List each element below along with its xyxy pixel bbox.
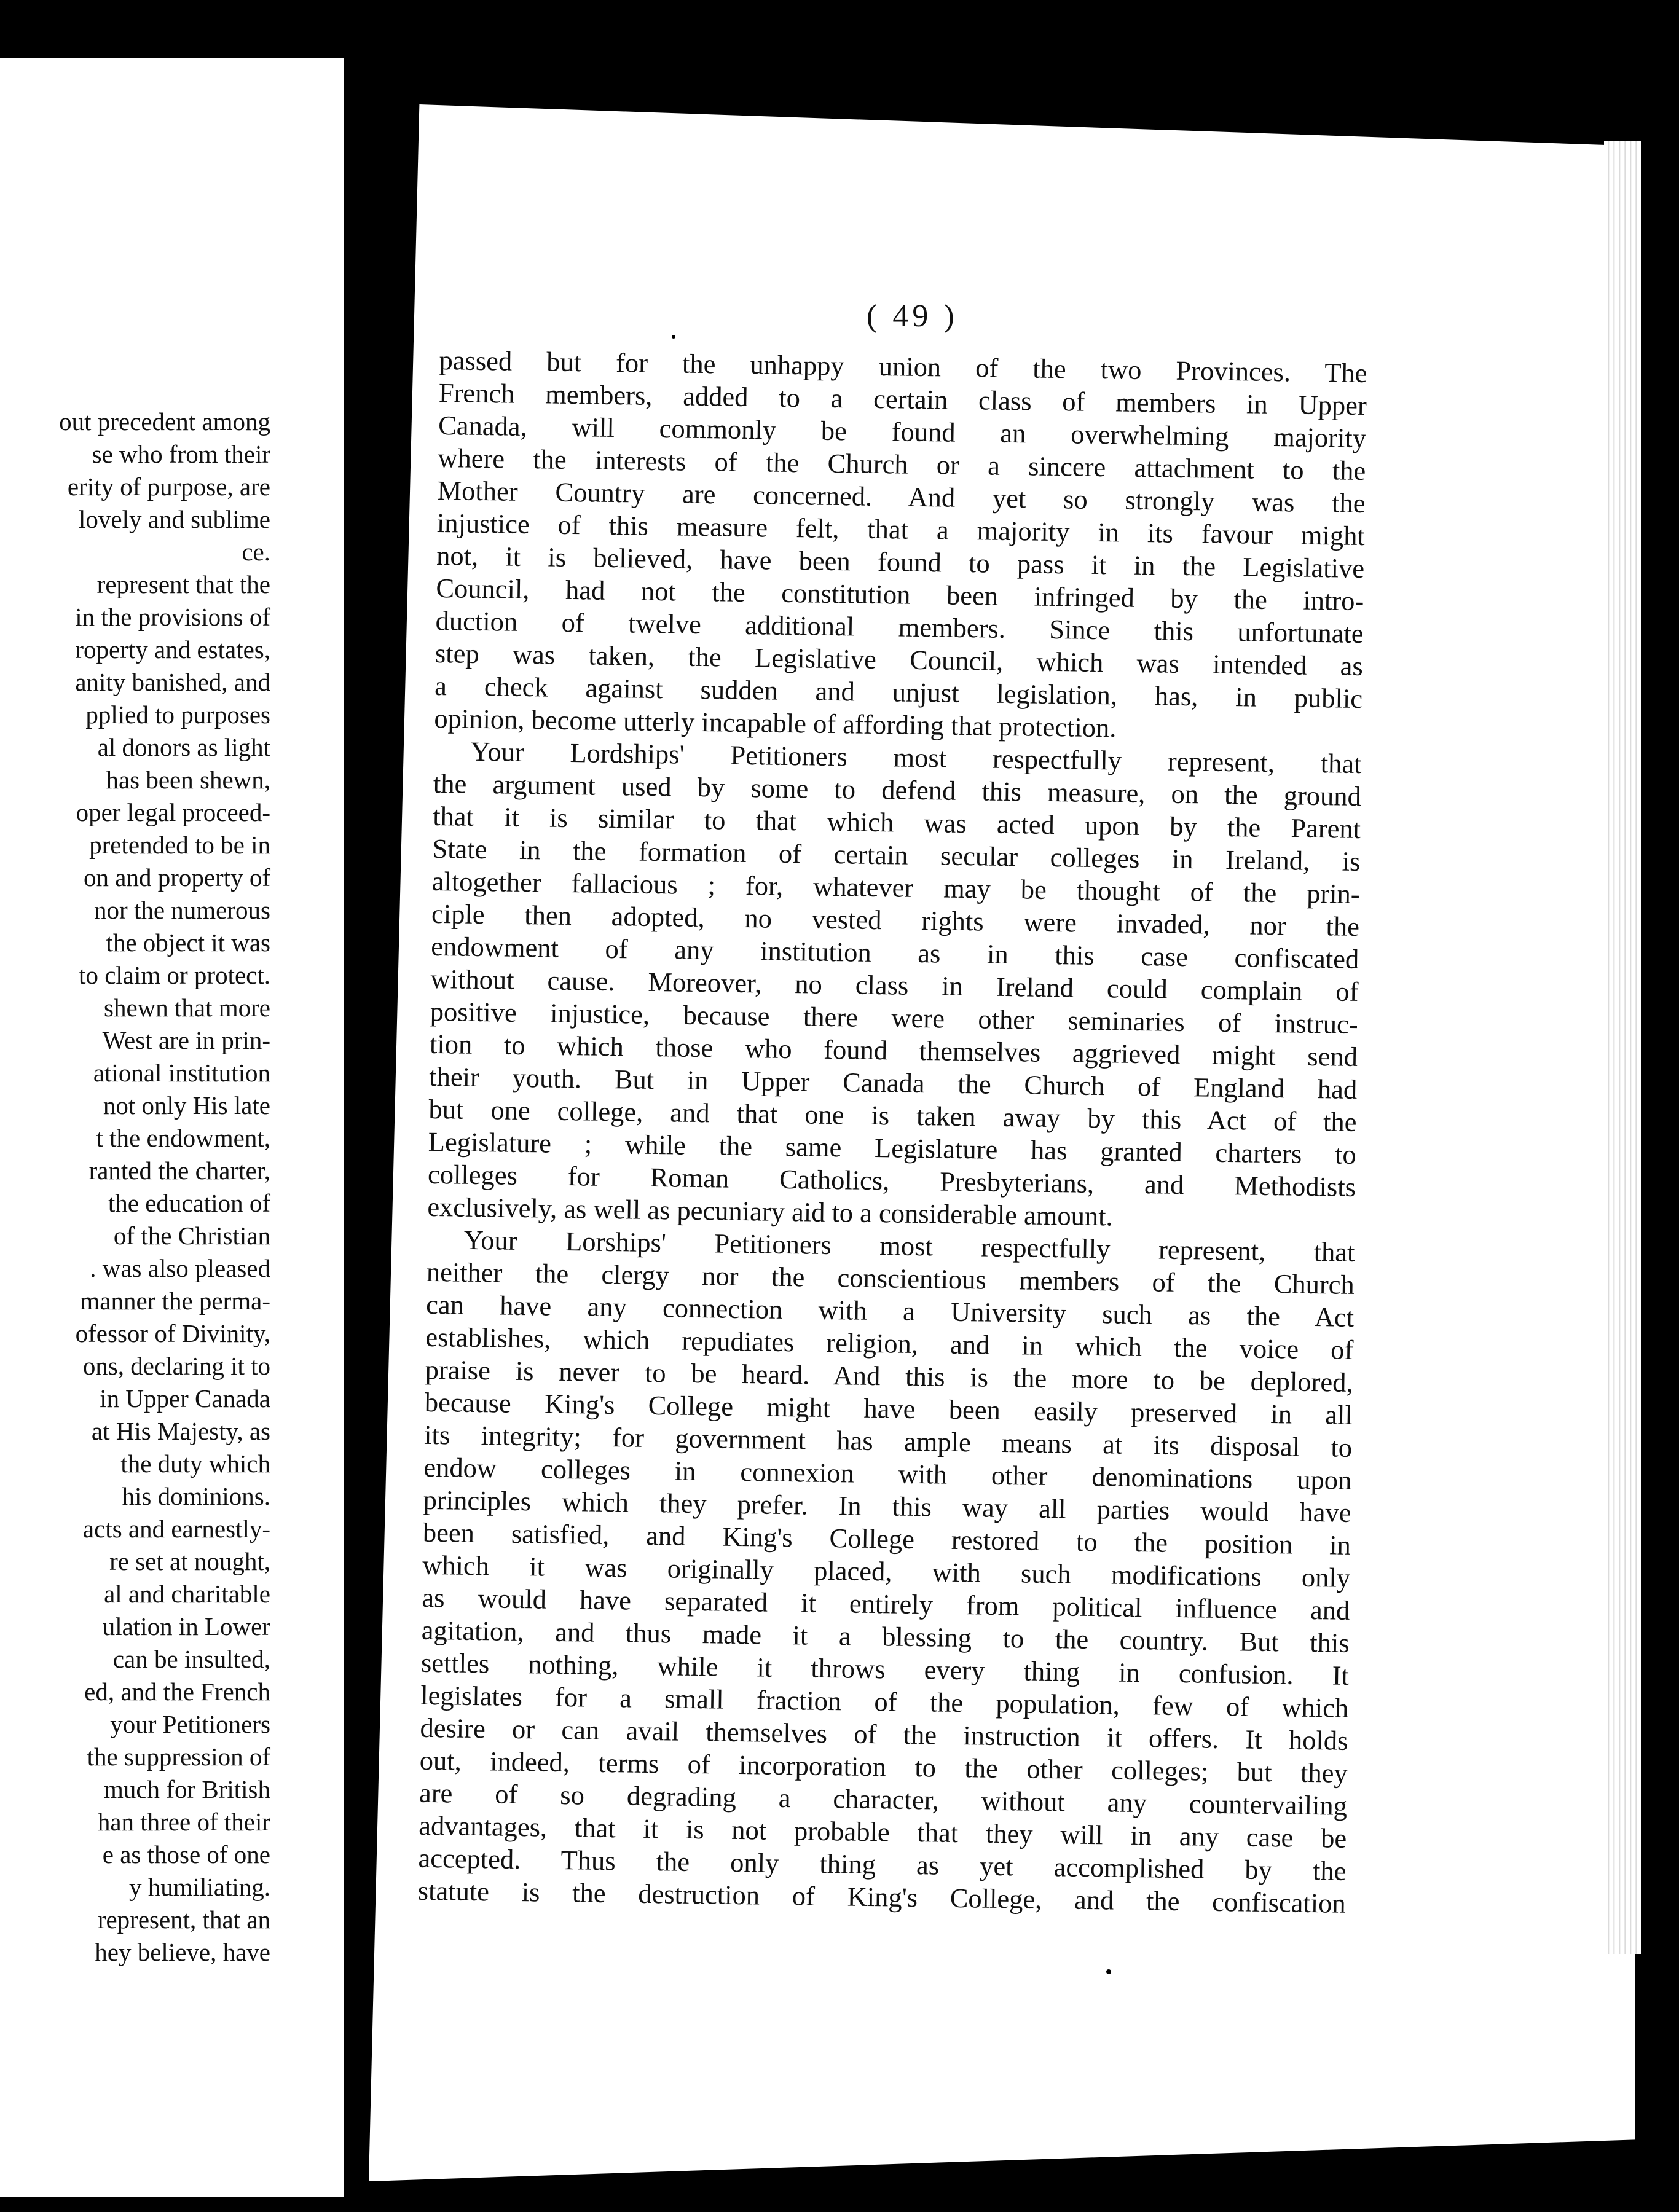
text-line: Mother Country are concerned. And yet so strongly was the — [437, 474, 1366, 519]
left-page-line: out precedent among — [59, 407, 270, 436]
text-line: step was taken, the Legislative Council, which was intended as — [434, 637, 1364, 682]
text-line: positive injustice, because there were other seminaries of instruc- — [430, 995, 1359, 1040]
text-line: Canada, will commonly be found an overwhelming majority — [438, 409, 1367, 454]
left-page-line: anity banished, and — [75, 668, 270, 696]
text-line: where the interests of the Church or a sincere attachment to the — [438, 442, 1366, 487]
text-line: the argument used by some to defend this measure, on the ground — [433, 767, 1362, 812]
left-page-line: ons, declaring it to — [82, 1352, 270, 1380]
text-line: establishes, which repudiates religion, and in which the voice of — [425, 1321, 1354, 1365]
text-line: settles nothing, while it throws every thing in confusion. It — [420, 1647, 1350, 1691]
text-line: duction of twelve additional members. Since this unfortunate — [435, 605, 1364, 649]
text-line: Council, had not the constitution been infringed by the intro- — [436, 572, 1364, 617]
text-line: that it is similar to that which was acted upon by the Parent — [432, 800, 1361, 845]
left-page-line: han three of their — [97, 1808, 270, 1836]
left-page-line: his dominions. — [122, 1482, 270, 1510]
text-line: tion to which those who found themselves aggrieved might send — [429, 1028, 1358, 1072]
left-page-line: manner the perma- — [80, 1287, 270, 1315]
left-page-line: pretended to be in — [89, 831, 270, 859]
text-line: agitation, and thus made it a blessing to the country. But this — [421, 1614, 1350, 1658]
text-line: praise is never to be heard. And this is the more to be deplored, — [425, 1354, 1353, 1398]
text-line: because King's College might have been easily preserved in all — [424, 1386, 1353, 1430]
text-line: accepted. Thus the only thing as yet accomplished by the — [418, 1842, 1347, 1886]
left-page-line: to claim or protect. — [79, 961, 270, 989]
text-line: French members, added to a certain class of members in Upper — [438, 377, 1367, 422]
left-page-line: hey believe, have — [95, 1938, 270, 1966]
left-page-line: in the provisions of — [75, 603, 270, 631]
left-page-line: ofessor of Divinity, — [75, 1319, 270, 1347]
left-page-line: shewn that more — [104, 994, 270, 1022]
text-line: altogether fallacious ; for, whatever may be thought of the prin- — [431, 865, 1360, 909]
text-line: exclusively, as well as pecuniary aid to a considerable amount. — [427, 1191, 1114, 1232]
text-line: as would have separated it entirely from political influence and — [422, 1582, 1350, 1626]
left-page-line: has been shewn, — [106, 766, 270, 794]
text-line: but one college, and that one is taken away by this Act of the — [428, 1093, 1357, 1137]
left-page-line: ulation in Lower — [102, 1612, 270, 1641]
left-facing-page — [0, 58, 344, 2197]
text-line: without cause. Moreover, no class in Ireland could complain of — [430, 963, 1359, 1007]
left-page-line: of the Christian — [113, 1222, 270, 1250]
text-line: its integrity; for government has ample means at its disposal to — [423, 1419, 1353, 1463]
text-line: colleges for Roman Catholics, Presbyterians, and Methodists — [427, 1158, 1356, 1202]
left-page-line: pplied to purposes — [85, 700, 270, 729]
text-line: principles which they prefer. In this way all parties would have — [423, 1484, 1351, 1528]
left-page-line: ce. — [242, 538, 270, 566]
left-page-line: lovely and sublime — [78, 505, 270, 533]
left-page-line: al and charitable — [104, 1580, 270, 1608]
text-line: Your Lordships' Petitioners most respectfully represent, that — [470, 735, 1362, 780]
left-page-line: acts and earnestly- — [82, 1515, 270, 1543]
text-line: which it was originally placed, with such modifications only — [422, 1549, 1351, 1593]
text-line: desire or can avail themselves of the instruction it offers. It holds — [420, 1712, 1348, 1756]
text-line: Your Lorships' Petitioners most respectfully represent, that — [463, 1224, 1355, 1268]
left-page-line: erity of purpose, are — [67, 473, 270, 501]
left-page-line: re set at nought, — [109, 1547, 270, 1575]
left-page-line: the duty which — [120, 1449, 270, 1478]
text-line: opinion, become utterly incapable of affording that protection. — [434, 702, 1117, 743]
left-page-line: nor the numerous — [94, 896, 270, 924]
text-line: passed but for the unhappy union of the two Provinces. The — [439, 344, 1367, 389]
text-line: ciple then adopted, no vested rights were invaded, nor the — [431, 898, 1360, 942]
left-page-line: ational institution — [93, 1059, 270, 1087]
left-page-line: se who from their — [92, 440, 270, 468]
left-page-line: t the endowment, — [96, 1124, 270, 1152]
text-line: can have any connection with a University such as the Act — [425, 1288, 1355, 1333]
left-page-line: on and property of — [84, 863, 270, 892]
text-line: are of so degrading a character, without any countervailing — [419, 1777, 1348, 1821]
left-page-line: not only His late — [103, 1091, 270, 1120]
text-line: statute is the destruction of King's College, and the confiscation — [417, 1875, 1347, 1919]
left-page-line: e as those of one — [102, 1840, 270, 1869]
left-page-line: the object it was — [106, 928, 270, 957]
left-page-line: the suppression of — [87, 1743, 270, 1771]
text-line: their youth. But in Upper Canada the Church of England had — [429, 1061, 1358, 1105]
text-line: endowment of any institution as in this case confiscated — [430, 930, 1359, 975]
left-page-line: . was also pleased — [90, 1254, 270, 1282]
left-page-line: ed, and the French — [84, 1677, 270, 1706]
text-line: been satisfied, and King's College restored to the position in — [422, 1516, 1351, 1561]
text-line: out, indeed, terms of incorporation to the other colleges; but they — [419, 1744, 1348, 1789]
left-page-line: al donors as light — [97, 733, 270, 761]
text-line: endow colleges in connexion with other denominations upon — [423, 1451, 1352, 1496]
left-page-line: at His Majesty, as — [91, 1417, 270, 1445]
text-line: neither the clergy nor the conscientious members of the Church — [426, 1256, 1355, 1300]
text-line: legislates for a small fraction of the population, few of which — [420, 1679, 1349, 1724]
left-page-text — [0, 406, 270, 1969]
body-text — [417, 344, 1367, 1920]
left-page-line: much for British — [103, 1775, 270, 1803]
page-edges — [1604, 141, 1641, 1954]
left-page-line: West are in prin- — [102, 1026, 270, 1054]
text-line: not, it is believed, have been found to pass it in the Legislative — [436, 539, 1365, 584]
left-page-line: represent that the — [96, 570, 270, 598]
left-page-line: your Petitioners — [110, 1710, 270, 1738]
left-page-line: can be insulted, — [112, 1645, 270, 1673]
text-line: State in the formation of certain secular colleges in Ireland, is — [432, 833, 1361, 877]
left-page-line: represent, that an — [97, 1905, 270, 1934]
left-page-line: the education of — [108, 1189, 270, 1217]
left-page-line: roperty and estates, — [75, 635, 270, 664]
left-page-line: ranted the charter, — [88, 1156, 270, 1185]
left-page-line: in Upper Canada — [100, 1384, 270, 1413]
left-page-line: oper legal proceed- — [76, 798, 270, 826]
page-number: ( 49 ) — [867, 299, 958, 334]
text-line: Legislature ; while the same Legislature has granted charters to — [428, 1126, 1357, 1170]
left-page-line: y humiliating. — [128, 1873, 270, 1901]
text-line: injustice of this measure felt, that a majority in its favour might — [436, 507, 1366, 552]
text-line: a check against sudden and unjust legislation, has, in public — [434, 670, 1363, 715]
text-line: advantages, that it is not probable that they will in any case be — [418, 1810, 1347, 1854]
